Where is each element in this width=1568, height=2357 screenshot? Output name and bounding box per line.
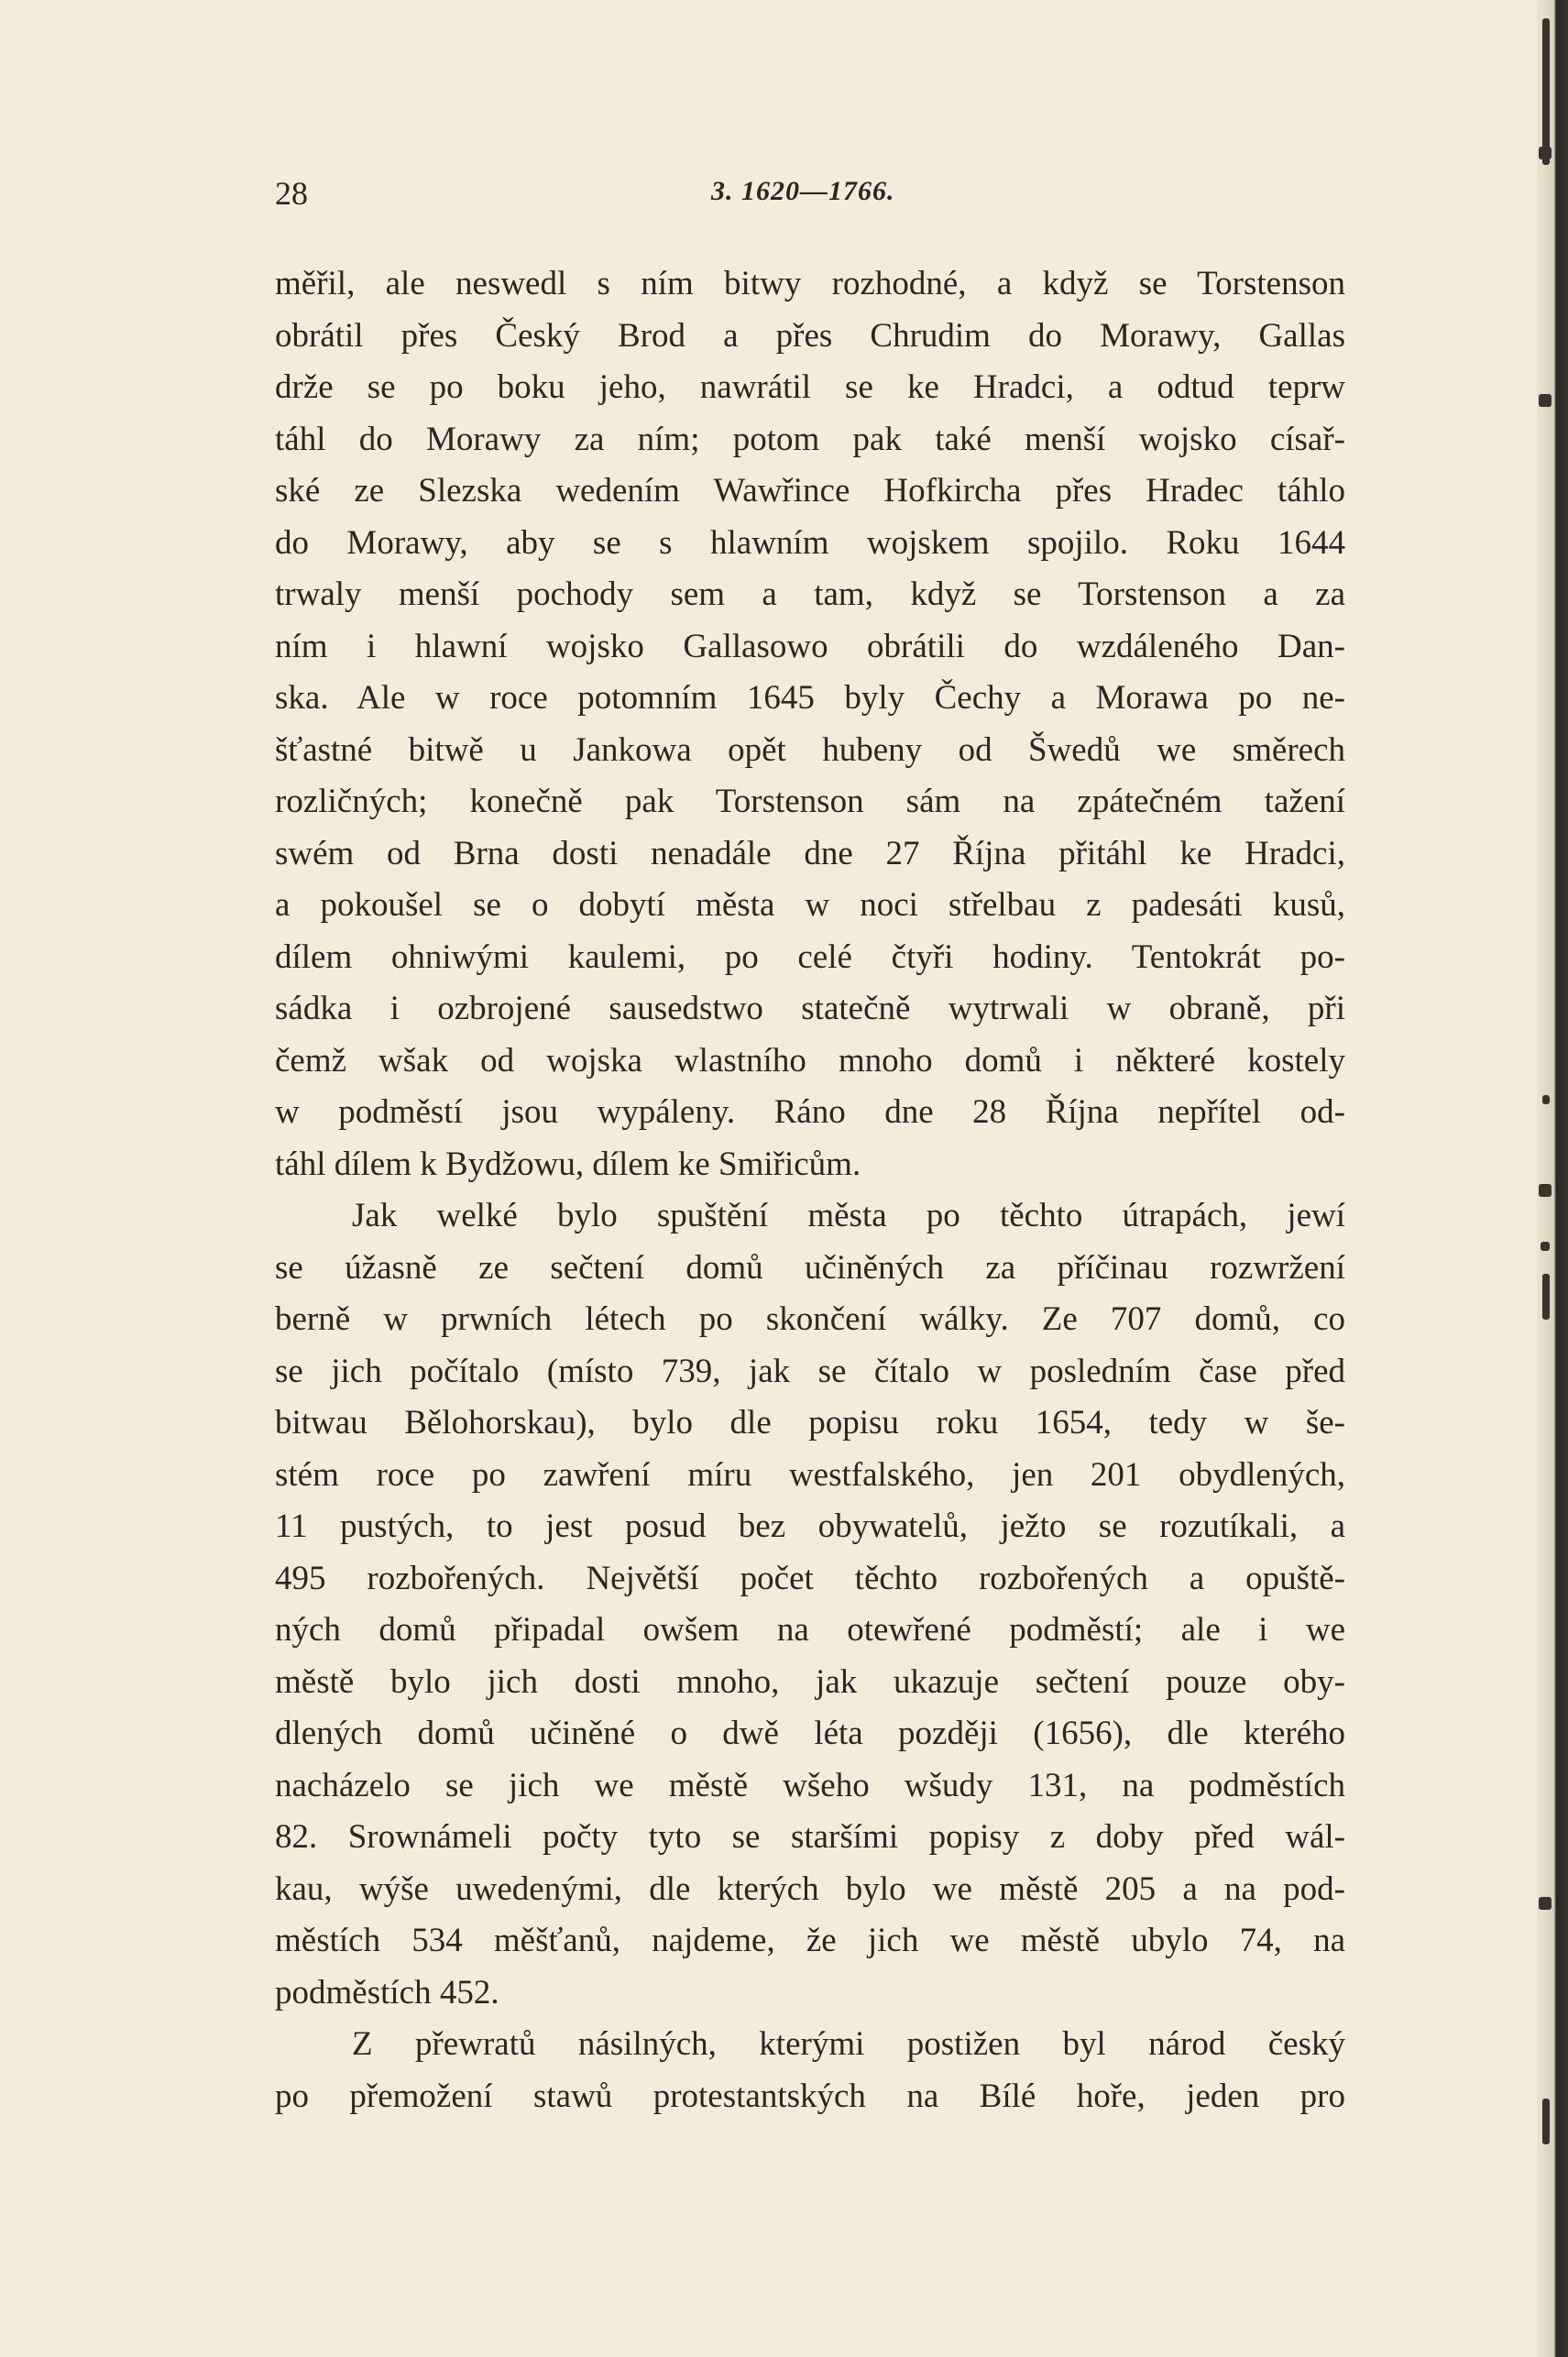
text-line: táhl dílem k Bydžowu, dílem ke Smiřicům. [275,1145,861,1183]
text-line: Z přewratů násilných, kterými postižen byl národ český [352,2025,1345,2063]
edge-mark [1539,394,1552,407]
text-line: městě bylo jich dosti mnoho, jak ukazuje sečtení pouze oby- [275,1662,1345,1701]
text-line: drže se po boku jeho, nawrátil se ke Hradci, a odtud teprw [275,368,1345,406]
edge-mark [1542,1095,1550,1104]
body-text [275,258,1345,2122]
edge-mark [1542,1274,1550,1320]
edge-mark [1539,147,1552,159]
text-line: rozličných; konečně pak Torstenson sám na zpátečném tažení [275,783,1345,820]
text-line: městích 534 měšťanů, najdeme, že jich we městě ubylo 74, na [275,1922,1345,1959]
edge-mark [1539,1184,1552,1197]
text-line: obrátil přes Český Brod a přes Chrudim do Morawy, Gallas [275,316,1345,355]
text-line: se jich počítalo (místo 739, jak se čítalo w posledním čase před [275,1352,1345,1390]
text-line: se úžasně ze sečtení domů učiněných za příčinau rozwržení [275,1248,1345,1287]
text-line: dílem ohniwými kaulemi, po celé čtyři hodiny. Tentokrát po- [275,937,1345,976]
edge-mark [1542,18,1550,165]
text-line: po přemožení stawů protestantských na Bílé hoře, jeden pro [275,2077,1345,2115]
text-line: w podměstí jsou wypáleny. Ráno dne 28 Října nepřítel od- [275,1093,1345,1131]
text-line: a pokoušel se o dobytí města w noci střelbau z padesáti kusů, [275,886,1345,924]
text-line: ných domů připadal owšem na otewřené podměstí; ale i we [275,1611,1345,1649]
page-header [275,174,1345,220]
text-line: kau, wýše uwedenými, dle kterých bylo we městě 205 a na pod- [275,1869,1345,1908]
text-line: nacházelo se jich we městě wšeho wšudy 131, na podměstích [275,1766,1345,1804]
text-line: berně w prwních létech po skončení wálky. Ze 707 domů, co [275,1300,1345,1338]
text-line: stém roce po zawření míru westfalského, jen 201 obydlených, [275,1455,1345,1494]
text-line: 11 pustých, to jest posud bez obywatelů, ježto se rozutíkali, a [275,1507,1345,1545]
text-line: ska. Ale w roce potomním 1645 byly Čechy a Morawa po ne- [275,679,1345,717]
text-line: ním i hlawní wojsko Gallasowo obrátili do wzdáleného Dan- [275,627,1345,665]
page-number: 28 [275,175,308,212]
edge-mark [1539,1897,1552,1910]
text-line: šťastné bitwě u Jankowa opět hubeny od Šwedů we směrech [275,730,1345,769]
running-head: 3. 1620—1766. [711,176,895,206]
text-line: Jak welké bylo spuštění města po těchto útrapách, jewí [352,1197,1345,1234]
text-line: swém od Brna dosti nenadále dne 27 Října přitáhl ke Hradci, [275,834,1345,872]
text-line: táhl do Morawy za ním; potom pak také menší wojsko císař- [275,420,1345,458]
text-line: 82. Srownámeli počty tyto se staršími popisy z doby před wál- [275,1818,1345,1856]
text-line: trwaly menší pochody sem a tam, když se Torstenson a za [275,576,1345,613]
text-line: 495 rozbořených. Největší počet těchto rozbořených a opuště- [275,1559,1345,1597]
page-edge [1537,0,1568,2357]
text-line: sádka i ozbrojené sausedstwo statečně wytrwali w obraně, při [275,990,1345,1027]
text-line: bitwau Bělohorskau), bylo dle popisu roku 1654, tedy w še- [275,1404,1345,1442]
text-line: dlených domů učiněné o dwě léta později (1656), dle kterého [275,1715,1345,1752]
text-line: měřil, ale neswedl s ním bitwy rozhodné, a když se Torstenson [275,265,1345,302]
text-line: ské ze Slezska wedením Wawřince Hofkircha přes Hradec táhlo [275,472,1345,510]
edge-mark [1542,2099,1550,2144]
edge-mark [1541,1242,1550,1251]
text-line: čemž wšak od wojska wlastního mnoho domů i některé kostely [275,1041,1345,1080]
text-line: do Morawy, aby se s hlawním wojskem spojilo. Roku 1644 [275,523,1345,562]
text-line: podměstích 452. [275,1973,499,2012]
